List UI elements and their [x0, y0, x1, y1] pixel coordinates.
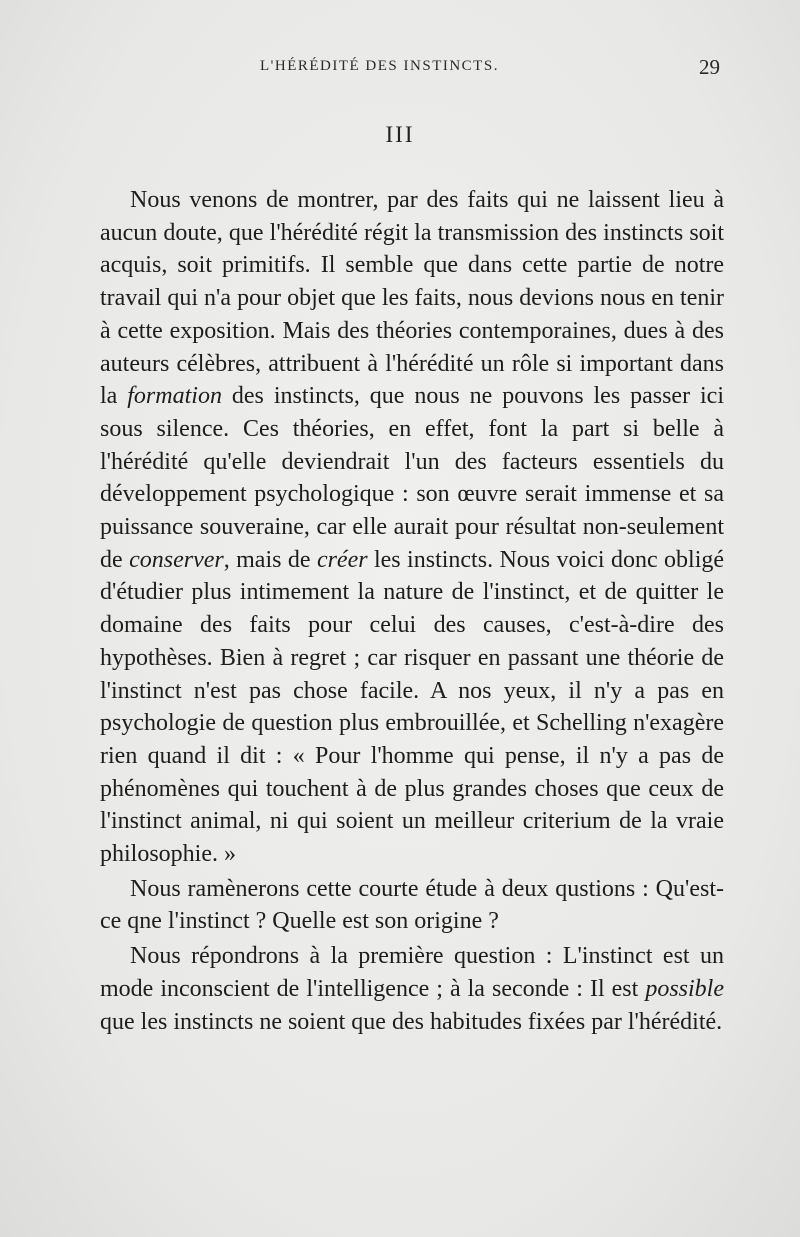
paragraph-1-text-d: les instincts. Nous voici donc obligé d'étudier plus intimement la nature de l'instinct, et de quitter le domaine des faits pour celui des causes, c'est-à-dire des hypothèses. Bien à regret ; car risquer en passant une théorie de l'instinct n'est pas chose facile. A nos yeux, il n'y a pas en psychologie de question plus embrouillée, et Schelling n'exagère rien quand il dit : « Pour l'homme qui pense, il n'y a pas de phénomènes qui touchent à de plus grandes choses que ceux de l'instinct animal, ni qui soient un meilleur criterium de la vraie philosophie. »: [100, 546, 725, 868]
section-heading: III: [385, 122, 415, 147]
italic-creer: créer: [316, 546, 368, 573]
page-header: [100, 55, 720, 84]
page-number: 29: [699, 55, 720, 79]
body-text: [100, 184, 724, 1038]
running-title: L'HÉRÉDITÉ DES INSTINCTS.: [260, 58, 499, 74]
italic-possible: possible: [645, 975, 724, 1002]
paragraph-3-text-b: que les instincts ne soient que des habitudes fixées par l'hérédité.: [100, 1008, 723, 1035]
paragraph-1-text-a: Nous venons de montrer, par des faits qui ne laissent lieu à aucun doute, que l'hérédité régit la transmission des instincts soit acquis, soit primitifs. Il semble que dans cette partie de notre travail qui n'a pour objet que les faits, nous devions nous en tenir à cette exposition. Mais des théories contemporaines, dues à des auteurs célèbres, attribuent à l'hérédité un rôle si important dans la: [100, 187, 724, 410]
italic-formation: formation: [127, 383, 222, 410]
italic-conserver: conserver: [129, 546, 224, 573]
paragraph-2: Nous ramènerons cette courte étude à deux qustions : Qu'est-ce qne l'instinct ? Quelle est son origine ?: [100, 875, 724, 935]
paragraph-1-text-c: , mais de: [223, 546, 317, 573]
paragraph-3-text-a: Nous répondrons à la première question : L'instinct est un mode inconscient de l'intelligence ; à la seconde : Il est: [100, 943, 724, 1002]
paragraph-1: [100, 184, 724, 871]
paragraph-3: [100, 940, 724, 1038]
paragraph-1-text-b: des instincts, que nous ne pouvons les passer ici sous silence. Ces théories, en effet, font la part si belle à l'hérédité qu'elle deviendrait l'un des facteurs essentiels du développement psychologique : son œuvre serait immense et sa puissance souveraine, car elle aurait pour résultat non-seulement de: [100, 383, 724, 573]
